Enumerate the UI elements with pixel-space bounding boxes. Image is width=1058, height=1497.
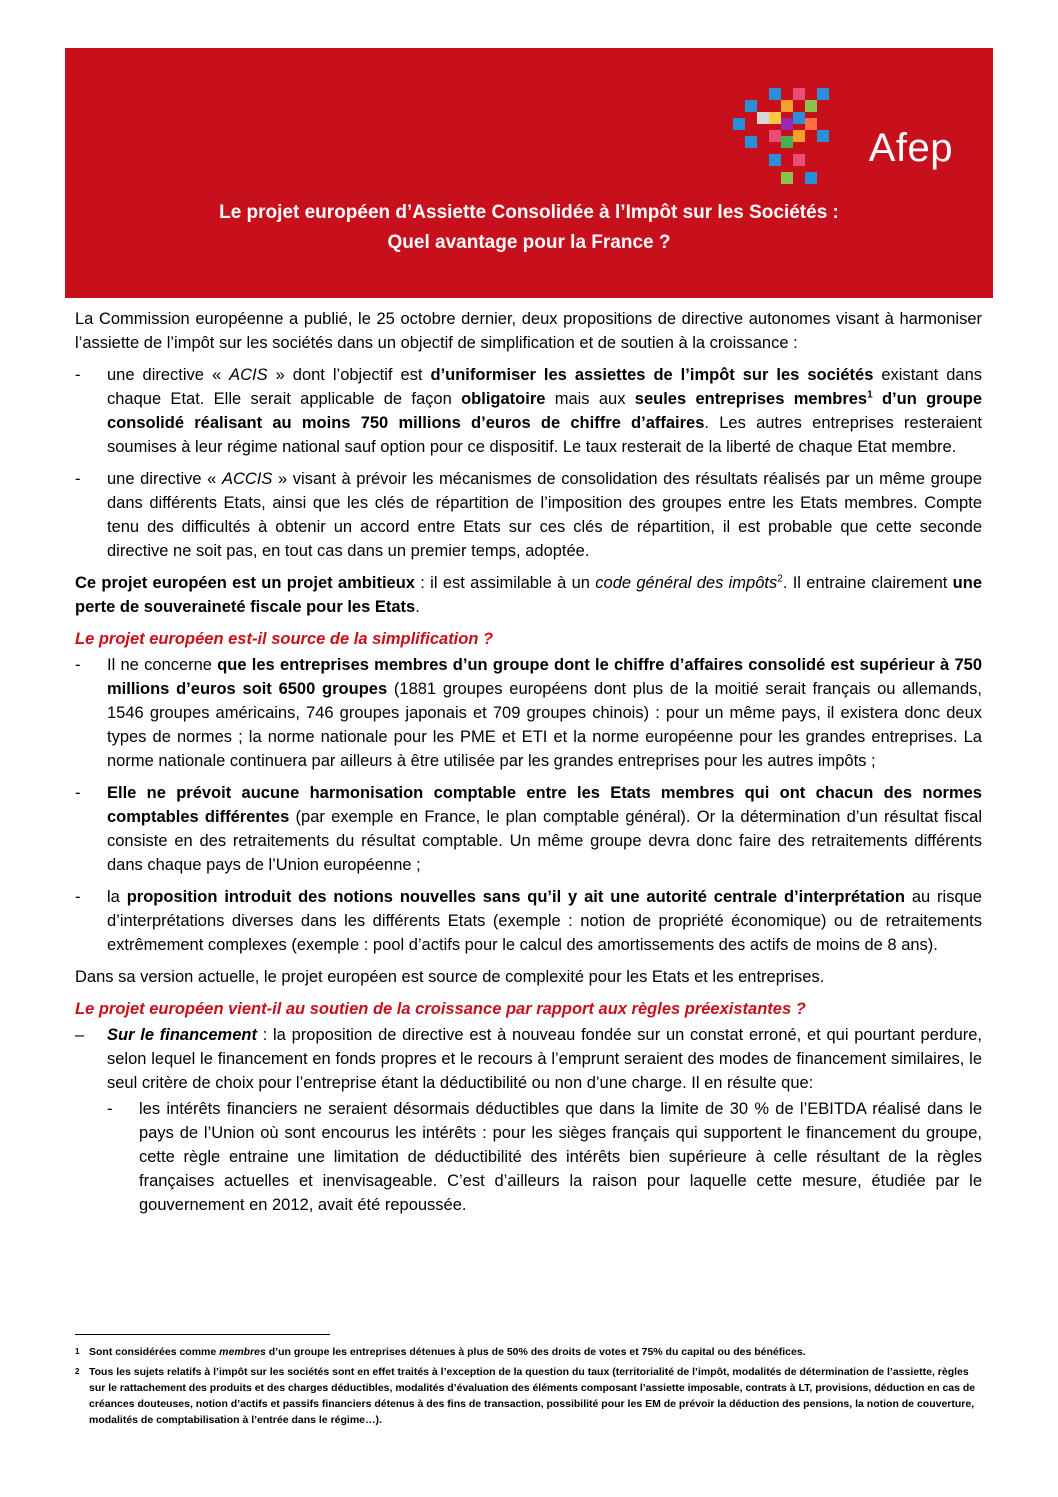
bullet-accounting	[75, 781, 982, 877]
document-title	[65, 198, 993, 258]
footnote-text: Sont considérées comme membres d’un groupe les entreprises détenues à plus de 50% des droits de votes et 75% du capital ou des bénéfices.	[89, 1346, 806, 1358]
footnote-separator	[75, 1334, 330, 1335]
bullet-text: une directive « ACCIS » visant à prévoir les mécanismes de consolidation des résultats réalisés par un même groupe dans différents Etats, ainsi que les clés de répartition de l’imposition des groupes entre les Etats membres. Compte tenu des difficultés à obtenir un accord entre Etats sur ces clés de répartition, il est probable que cette seconde directive ne soit pas, en tout cas dans un premier temps, adoptée.	[107, 470, 982, 560]
section-heading-croissance: Le projet européen vient-il au soutien de la croissance par rapport aux règles préexistantes ?	[75, 1000, 806, 1018]
footnote-number: 1	[75, 1347, 80, 1356]
bullet-dash: -	[75, 784, 81, 802]
bullet-dash: -	[75, 470, 81, 488]
sub-bullet-text: les intérêts financiers ne seraient désormais déductibles que dans la limite de 30 % de l’EBITDA réalisé dans le pays de l’Union où sont encourus les intérêts : pour les sièges français qui supportent le financement du groupe, cette règle entraine une limitation de déductibilité des intérêts bien supérieure à celle résultant de la règles françaises actuelles et inenvisageable. C’est d’ailleurs la raison pour laquelle cette mesure, étudiée par le gouvernement en 2012, avait été repoussée.	[139, 1100, 982, 1214]
document-body	[75, 307, 982, 1225]
title-line-1: Le projet européen d’Assiette Consolidée à l’Impôt sur les Sociétés :	[219, 202, 839, 223]
complexity-paragraph: Dans sa version actuelle, le projet européen est source de complexité pour les Etats et les entreprises.	[75, 968, 825, 986]
footnote-ref-2: 2	[777, 573, 783, 585]
ambitious-paragraph: Ce projet européen est un projet ambitieux : il est assimilable à un code général des impôts$^2$. Il entraine clairement une perte de souveraineté fiscale pour les Etats.	[75, 573, 982, 616]
bullet-financement	[75, 1023, 982, 1217]
bullet-text: Il ne concerne que les entreprises membres d’un groupe dont le chiffre d’affaires consolidé est supérieur à 750 millions d’euros soit 6500 groupes (1881 groupes européens dont plus de la moitié serait français ou allemands, 1546 groupes américains, 746 groupes japonais et 709 groupes chinois) : pour un même pays, il existera donc deux types de normes ; la norme nationale pour les PME et ETI et la norme européenne pour les grandes entreprises. La norme nationale continuera par ailleurs à être utilisée par les grandes entreprises pour les autres impôts ;	[107, 656, 983, 770]
bullet-scope	[75, 653, 982, 773]
footnote-text: Tous les sujets relatifs à l’impôt sur les sociétés sont en effet traités à l’exception de la question du taux (territorialité de l’impôt, modalités de détermination de l’assiette, règles sur le rattachement des produits et des charges déductibles, modalités d’évaluation des éléments composant l’assiette imposable, contrats à LT, provisions, déduction en cas de créances douteuses, notion d’actifs et passifs financiers détenus à des fins de transaction, possibilité pour les EM de prévoir la déduction des pensions, la notion de couverture, modalités de comptabilisation à l’entrée dans le régime…).	[89, 1366, 976, 1426]
footnotes	[75, 1344, 985, 1432]
bullet-acis	[75, 363, 982, 459]
footnote-1	[75, 1344, 985, 1360]
footnote-number: 2	[75, 1367, 80, 1376]
section-heading-simplification: Le projet européen est-il source de la simplification ?	[75, 630, 494, 648]
bullet-dash: -	[75, 366, 81, 384]
bullet-text: la proposition introduit des notions nouvelles sans qu’il y ait une autorité centrale d’interprétation au risque d’interprétations diverses dans les différents Etats (exemple : notion de propriété économique) ou de retraitements extrêmement complexes (exemple : pool d’actifs pour le calcul des amortissements des actifs de moins de 8 ans).	[107, 888, 982, 954]
intro-paragraph: La Commission européenne a publié, le 25 octobre dernier, deux propositions de directive autonomes visant à harmoniser l’assiette de l’impôt sur les sociétés dans un objectif de simplification et de soutien à la croissance :	[75, 310, 982, 352]
bullet-accis	[75, 467, 982, 563]
footnote-ref-1: 1	[867, 389, 873, 401]
sub-bullet-interets	[107, 1097, 982, 1217]
bullet-text: Elle ne prévoit aucune harmonisation comptable entre les Etats membres qui ont chacun des normes comptables différentes (par exemple en France, le plan comptable général). Or la détermination d’un résultat fiscal consiste en des retraitements du résultat comptable. Un même groupe devra donc faire des retraitements différents dans chaque pays de l’Union européenne ;	[107, 784, 982, 874]
sub-bullet-dash: -	[107, 1100, 113, 1118]
footnote-2	[75, 1364, 985, 1428]
bullet-text: Sur le financement : la proposition de directive est à nouveau fondée sur un constat erroné, et qui pourtant perdure, selon lequel le financement en fonds propres et le recours à l’emprunt seraient des modes de financement similaires, le seul critère de choix pour l’entreprise étant la déductibilité ou non d’une charge. Il en résulte que: - les intérêts financiers ne seraient désormais déductibles que dans la limite de 30 % de l’EBITDA réalisé dans le pays de l’Union où sont encourus les intérêts : pour les sièges français qui supportent le financement du groupe, cette règle entraine une limitation de déductibilité des intérêts bien supérieure à celle résultant de la règles françaises actuelles et inenvisageable. C’est d’ailleurs la raison pour laquelle cette mesure, étudiée par le gouvernement en 2012, avait été repoussée.	[107, 1023, 982, 1217]
bullet-interpretation	[75, 885, 982, 957]
bullet-dash: -	[75, 656, 81, 674]
bullet-text: une directive « ACIS » dont l’objectif est d’uniformiser les assiettes de l’impôt sur les sociétés existant dans chaque Etat. Elle serait applicable de façon obligatoire mais aux seules entreprises membres$^1$ d’un groupe consolidé réalisant au moins 750 millions d’euros de chiffre d’affaires. Les autres entreprises resteraient soumises à leur régime national sauf option pour ce dispositif. Le taux resterait de la liberté de chaque Etat membre.	[107, 366, 983, 456]
logo-mosaic-icon	[733, 88, 829, 184]
bullet-dash: –	[75, 1026, 85, 1044]
title-line-2: Quel avantage pour la France ?	[387, 232, 671, 253]
logo-text: Afep	[868, 126, 953, 170]
bullet-dash: -	[75, 888, 81, 906]
header-banner	[65, 48, 993, 298]
